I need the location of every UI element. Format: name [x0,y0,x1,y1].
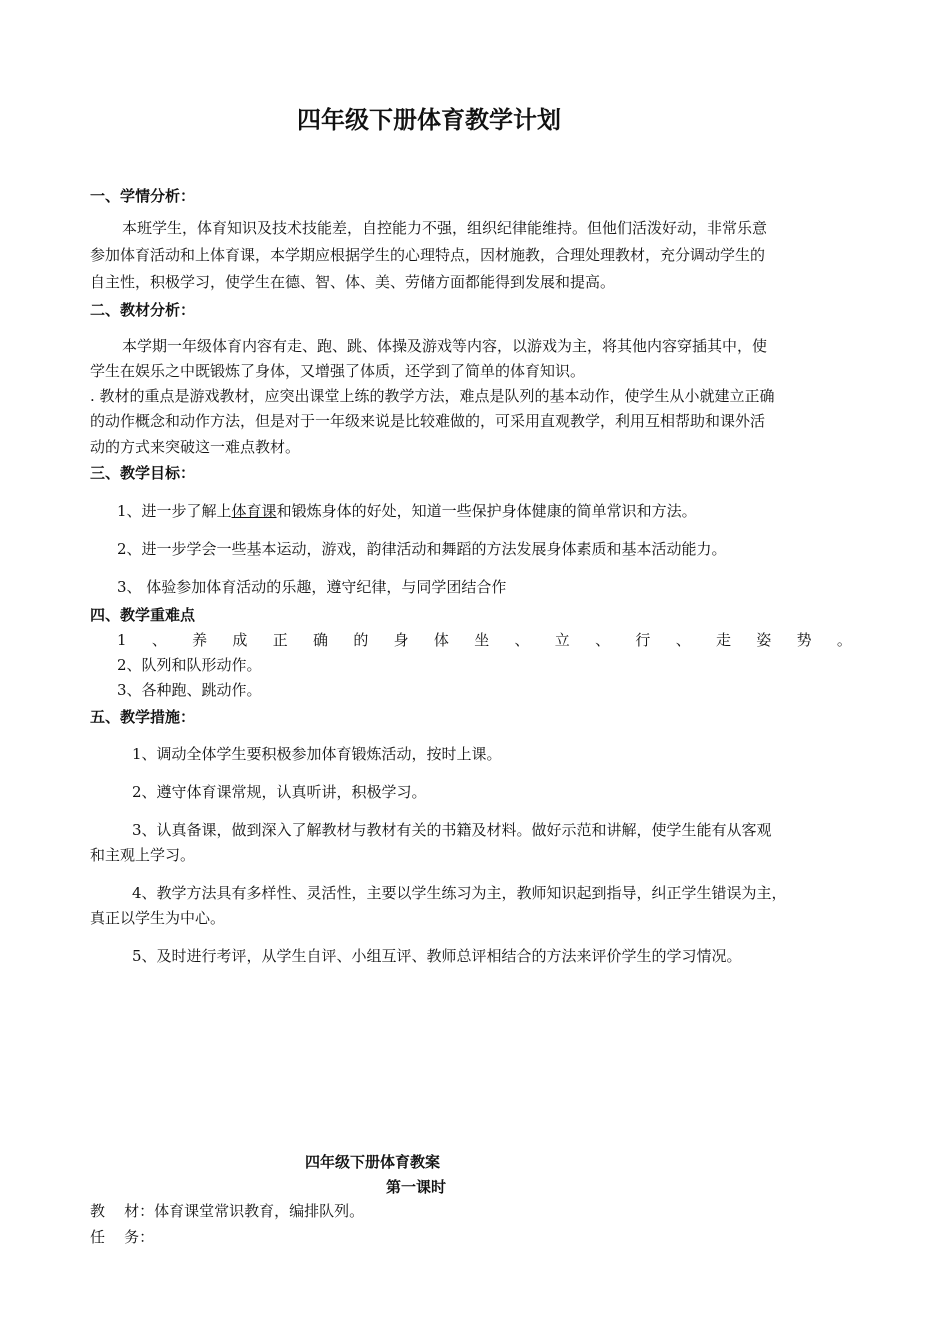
goal-2: 2、进一步学会一些基本运动，游戏，韵律活动和舞蹈的方法发展身体素质和基本活动能力。 [117,540,727,558]
goal-1 [117,499,697,523]
keypoint-1-char: 、 [675,631,691,649]
measure-4-line-2: 真正以学生为中心。 [90,909,226,927]
goal-1-post: 和锻炼身体的好处，知道一些保护身体健康的简单常识和方法。 [276,502,697,520]
section-2-line-5: 动的方式来突破这一难点教材。 [90,438,301,456]
keypoint-1-char: 养 [192,631,208,649]
section-2-line-1: 本学期一年级体育内容有走、跑、跳、体操及游戏等内容，以游戏为主，将其他内容穿插其中，使 [122,337,768,355]
keypoint-1-char: 。 [836,631,852,649]
measure-1: 1、调动全体学生要积极参加体育锻炼活动，按时上课。 [132,745,502,763]
keypoint-3: 3、各种跑、跳动作。 [117,681,262,699]
page-title: 四年级下册体育教学计划 [297,106,561,134]
keypoint-1-char: 身 [393,631,409,649]
keypoint-1-char: 成 [232,631,248,649]
section-heading-2: 二、教材分析： [90,301,196,319]
section-heading-4: 四、教学重难点 [90,606,196,624]
keypoint-1-char: 坐 [474,631,490,649]
keypoint-1-char: 势 [796,631,812,649]
section-1-line-3: 自主性，积极学习，使学生在德、智、体、美、劳储方面都能得到发展和提高。 [90,273,616,291]
keypoint-1-char: 确 [313,631,329,649]
keypoint-1-char: 、 [514,631,530,649]
lesson-material: 教 材：体育课堂常识教育，编排队列。 [90,1202,365,1220]
lesson-task: 任 务： [90,1228,155,1246]
measure-2: 2、遵守体育课常规，认真听讲，积极学习。 [132,783,427,801]
section-1-line-2: 参加体育活动和上体育课，本学期应根据学生的心理特点，因材施教，合理处理教材，充分调动学生的 [90,246,766,264]
keypoint-1-char: 立 [554,631,570,649]
goal-3: 3、 体验参加体育活动的乐趣，遵守纪律，与同学团结合作 [117,578,507,596]
lesson-subtitle: 第一课时 [386,1178,447,1196]
keypoint-1-char: 走 [715,631,731,649]
measure-5: 5、及时进行考评，从学生自评、小组互评、教师总评相结合的方法来评价学生的学习情况。 [132,947,742,965]
section-heading-1: 一、学情分析： [90,187,196,205]
section-heading-3: 三、教学目标： [90,464,196,482]
keypoint-1-char: 正 [272,631,288,649]
measure-4-line-1: 4、教学方法具有多样性、灵活性，主要以学生练习为主，教师知识起到指导，纠正学生错误为主， [132,884,787,902]
lesson-title: 四年级下册体育教案 [305,1153,441,1171]
keypoint-1-char: 体 [433,631,449,649]
section-heading-5: 五、教学措施： [90,708,196,726]
keypoint-1-char: 的 [353,631,369,649]
keypoint-1 [117,628,852,652]
measure-3-line-1: 3、认真备课，做到深入了解教材与教材有关的书籍及材料。做好示范和讲解，使学生能有从客观 [132,821,772,839]
section-1-line-1: 本班学生，体育知识及技术技能差，自控能力不强，组织纪律能维持。但他们活泼好动，非常乐意 [122,219,768,237]
keypoint-1-char: 、 [595,631,611,649]
goal-1-pre: 1、进一步了解上 [117,502,232,520]
keypoint-1-char: 行 [635,631,651,649]
measure-3-line-2: 和主观上学习。 [90,846,196,864]
keypoint-1-char: 、 [151,631,167,649]
section-2-line-3: . 教材的重点是游戏教材，应突出课堂上练的教学方法，难点是队列的基本动作，使学生从小就建立正确 [90,387,775,405]
keypoint-2: 2、队列和队形动作。 [117,656,262,674]
section-2-line-4: 的动作概念和动作方法，但是对于一年级来说是比较难做的，可采用直观教学，利用互相帮助和课外活 [90,412,766,430]
goal-1-link[interactable]: 体育课 [231,502,277,520]
section-2-line-2: 学生在娱乐之中既锻炼了身体，又增强了体质，还学到了简单的体育知识。 [90,362,586,380]
keypoint-1-char: 1 [117,631,127,649]
keypoint-1-char: 姿 [756,631,772,649]
